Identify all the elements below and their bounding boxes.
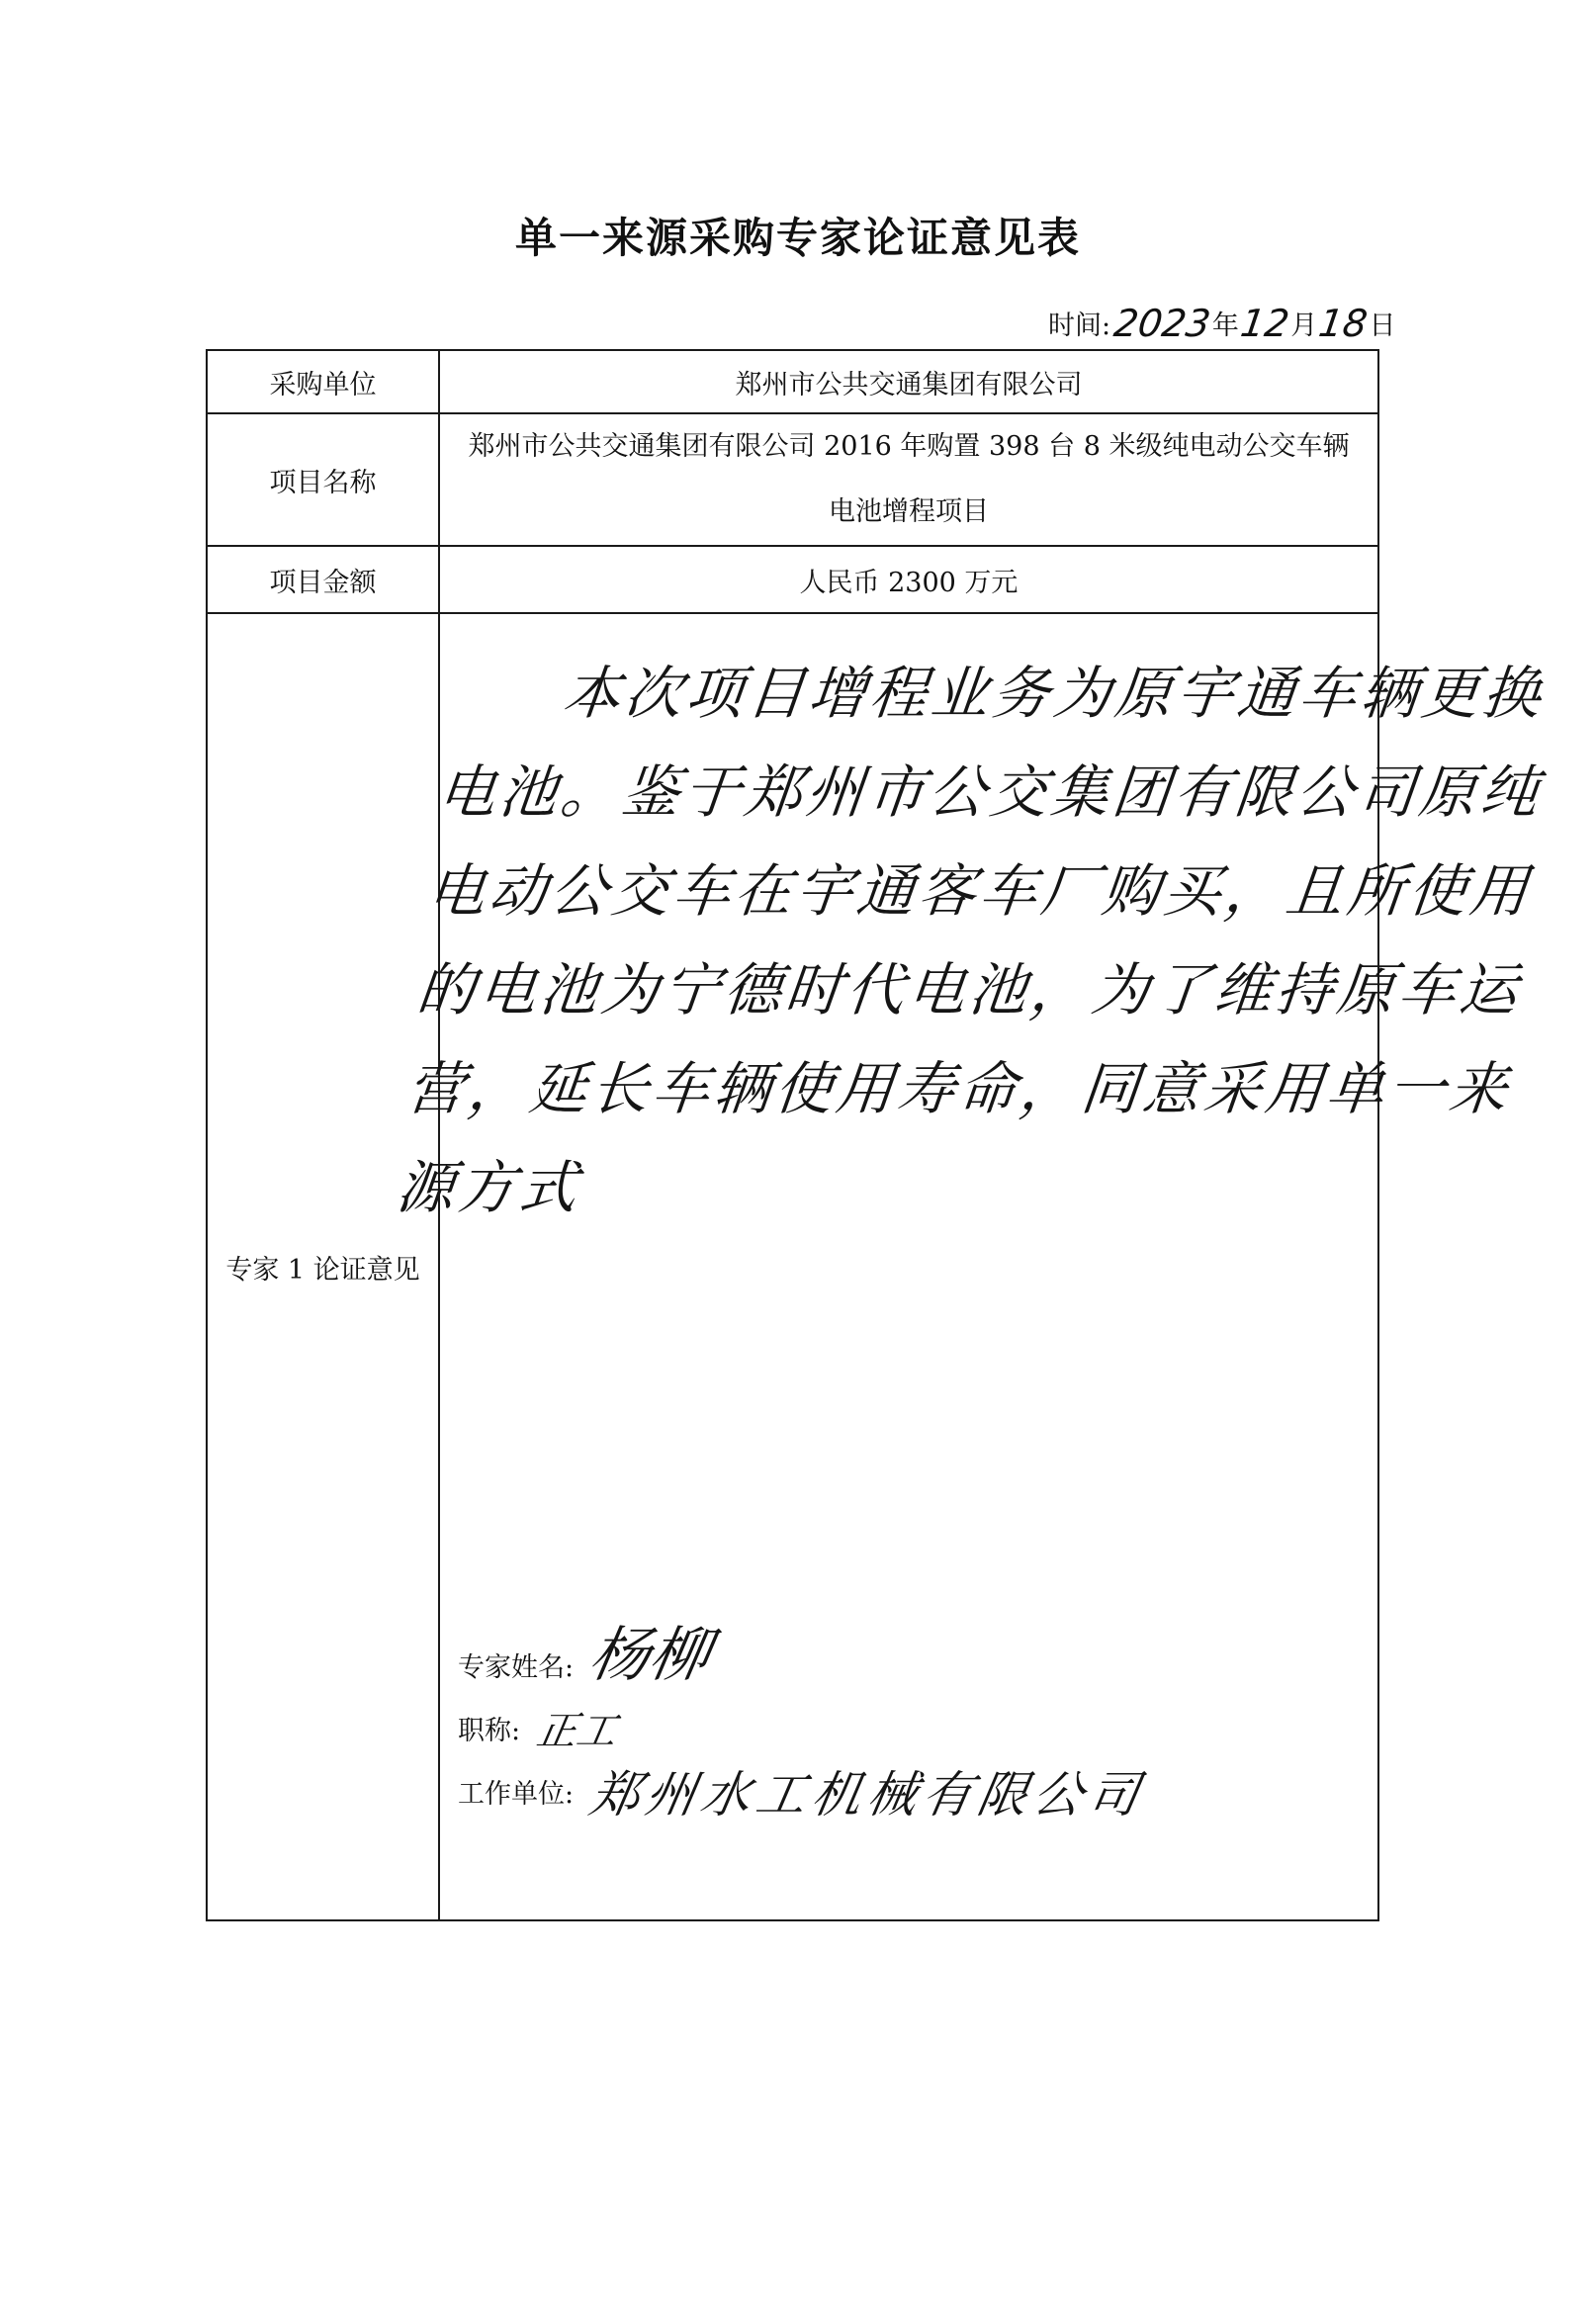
expert-name-row [458,1621,1595,1696]
expert-opinion-cell [393,613,1549,1920]
expert-opinion-handwritten-text: 本次项目增程业务为原宇通车辆更换电池。鉴于郑州市公交集团有限公司原纯电动公交车在宇通客车厂购买，且所使用的电池为宁德时代电池，为了维持原车运营，延长车辆使用寿命，同意采用单一来源方式 [393,660,1549,1221]
date-day: 18 [1316,302,1371,345]
project-name-line-1: 郑州市公共交通集团有限公司 2016 年购置 398 台 8 米级纯电动公交车辆 [468,431,1350,462]
project-name-label: 项目名称 [207,413,439,546]
opinion-form-table [206,349,1549,1921]
amount-label: 项目金额 [207,546,439,613]
expert-org-row [458,1759,1595,1823]
expert-title-label: 职称: [458,1715,521,1746]
expert-title-row [458,1696,1595,1759]
purchaser-label: 采购单位 [207,350,439,413]
row-expert-opinion [207,613,1378,1920]
date-year-char: 年 [1211,311,1239,341]
purchaser-value: 郑州市公共交通集团有限公司 [439,350,1378,413]
row-amount [207,546,1378,613]
date-label: 时间: [1048,311,1111,341]
expert-name-handwritten: 杨柳 [584,1621,716,1690]
expert-org-handwritten: 郑州水工机械有限公司 [585,1766,1150,1824]
date-line [1048,293,1396,345]
expert-org-label: 工作单位: [458,1778,575,1810]
expert-title-handwritten: 正工 [533,1708,621,1754]
date-year: 2023 [1111,302,1213,345]
expert-opinion-label: 专家 1 论证意见 [207,613,439,1920]
date-day-char: 日 [1369,311,1396,341]
expert-name-label: 专家姓名: [458,1651,575,1683]
amount-value: 人民币 2300 万元 [439,546,1378,613]
project-name-value [439,413,1378,546]
project-name-line-2: 电池增程项目 [829,496,989,527]
date-month-char: 月 [1290,311,1318,341]
document-title: 单一来源采购专家论证意见表 [514,214,1081,262]
date-month: 12 [1237,302,1292,345]
row-project-name [207,413,1378,546]
row-purchaser [207,350,1378,413]
expert-signature-block [458,1621,1595,1824]
